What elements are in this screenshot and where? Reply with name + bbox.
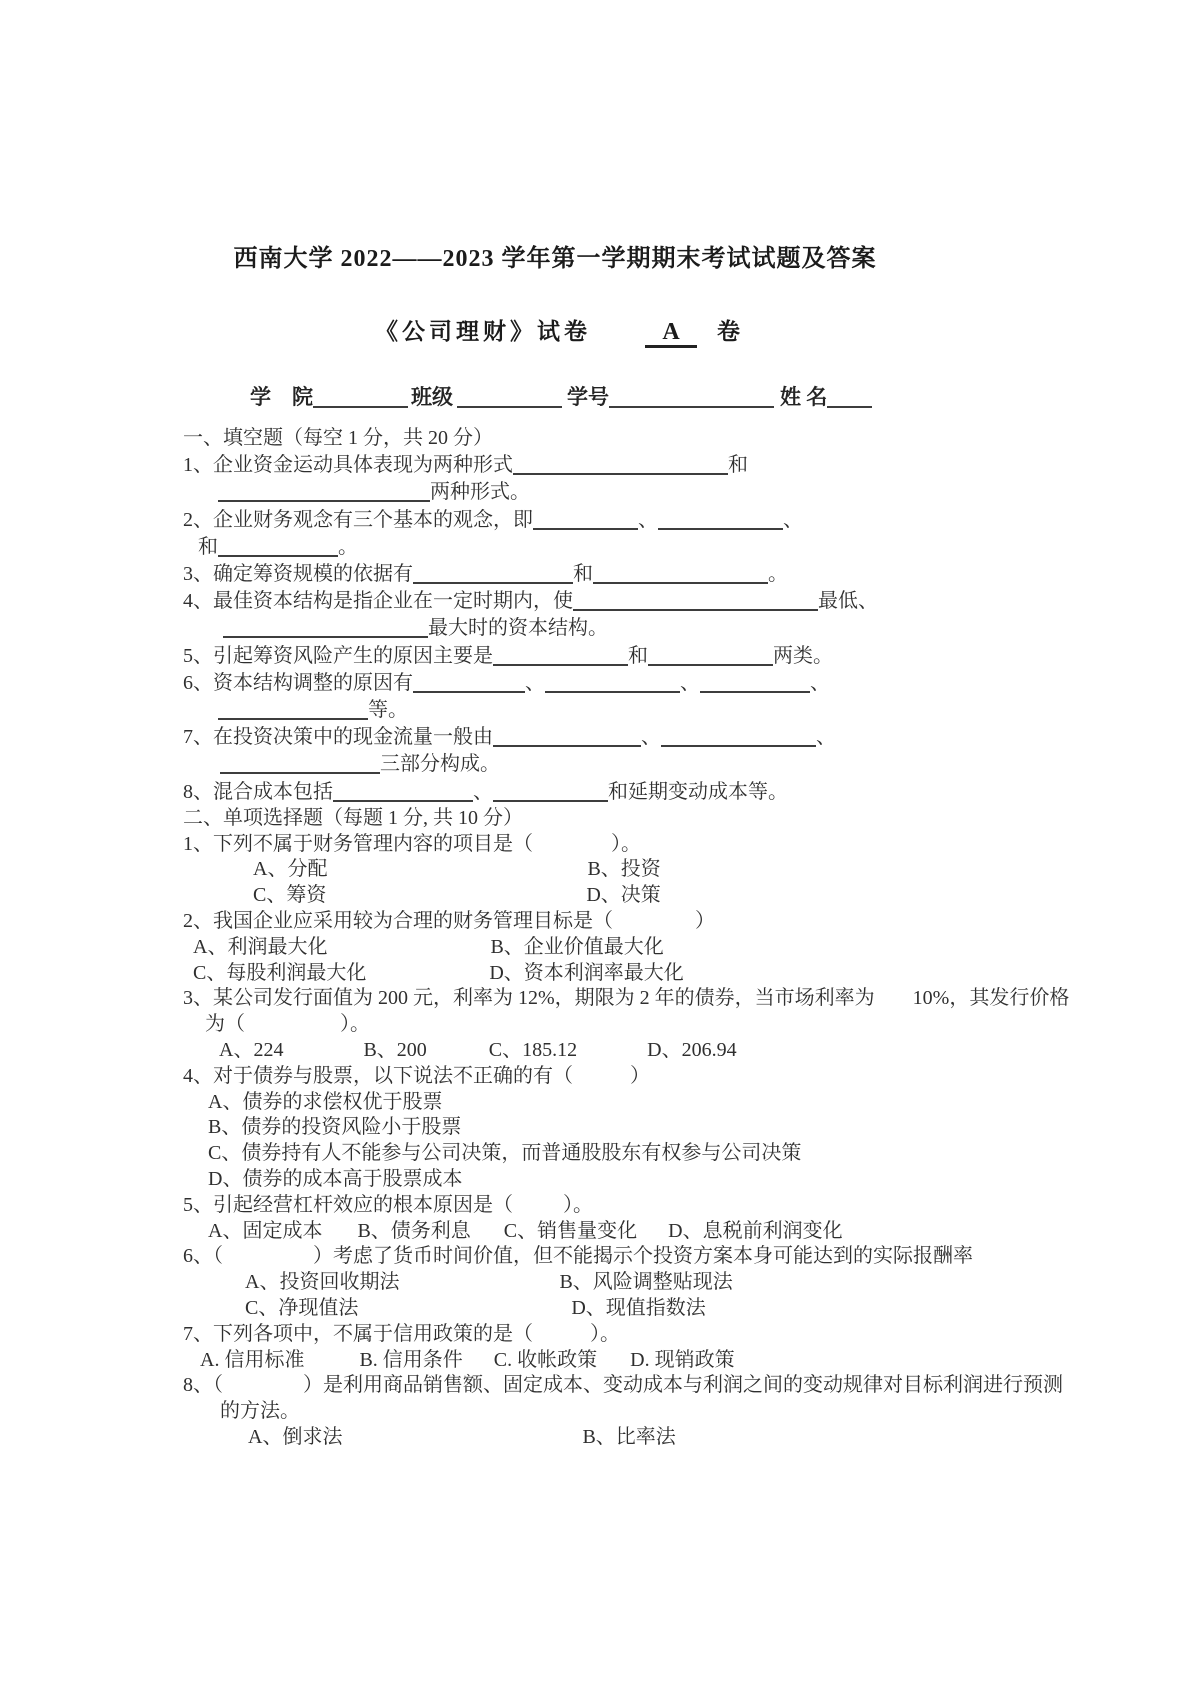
fill-in-blank-line — [533, 510, 638, 530]
text-segment: 、 — [638, 508, 658, 531]
fill-in-blank-line — [827, 388, 872, 408]
mcq-question-3-line-1 — [180, 986, 1190, 1012]
fill-in-blank-line — [413, 564, 573, 584]
text-segment: 、 — [641, 726, 661, 749]
text-segment: A、债券的求偿权优于股票 — [208, 1090, 443, 1113]
mcq-question-2 — [180, 909, 1190, 935]
fitb-question-2-line-1 — [180, 507, 1190, 534]
fill-in-blank-line — [545, 673, 680, 693]
text-segment: 7、在投资决策中的现金流量一般由 — [183, 726, 493, 749]
text-segment: 4、对于债券与股票，以下说法不正确的有（ — [183, 1064, 573, 1087]
text-segment: 最大时的资本结构。 — [428, 617, 608, 640]
text-segment: 。 — [768, 563, 788, 586]
text-segment: B、债务利息 — [357, 1219, 471, 1242]
text-segment: 和 — [728, 454, 748, 477]
mcq-question-4-option-d — [180, 1167, 1190, 1193]
fill-in-blank-line — [218, 700, 368, 720]
mcq-question-6-options-ab — [180, 1270, 1190, 1296]
text-segment: B、企业价值最大化 — [490, 935, 664, 958]
text-segment: 5、引起筹资风险产生的原因主要是 — [183, 644, 493, 667]
text-segment: C、销售量变化 — [503, 1219, 638, 1242]
fill-in-blank-line — [658, 510, 783, 530]
text-segment: 1、下列不属于财务管理内容的项目是（ — [183, 832, 533, 855]
fitb-question-6-line-2 — [180, 697, 1190, 724]
spacer — [597, 1364, 630, 1366]
text-segment: 、 — [525, 671, 545, 694]
text-segment: 7、下列各项中，不属于信用政策的是（ — [183, 1322, 533, 1345]
subtitle-course-name: 《公司理财》试卷 — [375, 319, 591, 344]
text-segment: C、净现值法 — [245, 1296, 359, 1319]
fill-in-blank-line — [513, 455, 728, 475]
text-segment: 、 — [680, 671, 700, 694]
fill-in-blank-line — [573, 591, 818, 611]
text-segment: 8、（ — [183, 1374, 223, 1397]
spacer — [223, 1260, 313, 1262]
text-segment: A、利润最大化 — [193, 935, 328, 958]
spacer — [875, 1002, 913, 1004]
fill-in-blank-line — [218, 482, 430, 502]
fitb-question-8 — [180, 779, 1190, 806]
fitb-question-2-line-2 — [180, 534, 1190, 561]
text-segment: 班级 — [411, 385, 453, 409]
fill-in-blank-line — [493, 646, 628, 666]
text-segment: 6、资本结构调整的原因有 — [183, 671, 413, 694]
text-segment: B、风险调整贴现法 — [559, 1271, 733, 1294]
text-segment: 二、单项选择题（每题 1 分, 共 10 分） — [183, 806, 523, 829]
text-segment: 1、企业资金运动具体表现为两种形式 — [183, 454, 513, 477]
text-segment: 和 — [628, 644, 648, 667]
text-segment: 4、最佳资本结构是指企业在一定时期内，使 — [183, 590, 573, 613]
text-segment: 姓 名 — [780, 385, 828, 409]
spacer — [471, 1235, 504, 1237]
mcq-question-4-option-b — [180, 1115, 1190, 1141]
fitb-question-4-line-2 — [180, 615, 1190, 642]
fill-in-blank-line — [648, 646, 773, 666]
fitb-question-7-line-1 — [180, 724, 1190, 751]
text-segment: 学 院 — [250, 385, 313, 409]
text-segment: 3、某公司发行面值为 200 元，利率为 12%，期限为 2 年的债券，当市场利率为 — [183, 987, 875, 1010]
text-segment: A、分配 — [253, 858, 328, 881]
text-segment: 等。 — [368, 699, 408, 722]
text-segment: ）考虑了货币时间价值，但不能揭示个投资方案本身可能达到的实际报酬率 — [313, 1245, 973, 1268]
fitb-question-6-line-1 — [180, 670, 1190, 697]
text-segment: D、206.94 — [647, 1039, 737, 1062]
text-segment: 、 — [783, 508, 803, 531]
spacer — [637, 1235, 668, 1237]
text-segment: 一、填空题（每空 1 分，共 20 分） — [183, 427, 493, 449]
mcq-question-4-option-c — [180, 1141, 1190, 1167]
spacer — [533, 1338, 590, 1340]
spacer — [283, 1054, 363, 1056]
fitb-question-1-line-1 — [180, 452, 1190, 479]
text-segment: ）。 — [340, 1013, 370, 1036]
fill-in-blank-line — [313, 388, 408, 408]
spacer — [366, 977, 489, 979]
text-segment: A、倒求法 — [248, 1425, 343, 1448]
fill-in-blank-line — [333, 782, 473, 802]
text-segment: 三部分构成。 — [380, 753, 500, 776]
text-segment: ）。 — [611, 832, 641, 855]
text-segment: D、资本利润率最大化 — [489, 961, 684, 984]
text-segment: C、筹资 — [253, 884, 327, 907]
text-segment: A、投资回收期法 — [245, 1271, 400, 1294]
text-segment: 为（ — [205, 1013, 245, 1036]
text-segment: 、 — [810, 671, 830, 694]
spacer — [613, 925, 695, 927]
text-segment: 6、（ — [183, 1245, 223, 1268]
text-segment: 、 — [816, 726, 836, 749]
text-segment: D、决策 — [586, 884, 661, 907]
spacer — [342, 1441, 582, 1443]
student-info-row — [180, 384, 1190, 410]
text-segment: D、债券的成本高于股票成本 — [208, 1168, 463, 1190]
spacer — [513, 1209, 563, 1211]
mcq-question-2-options-ab — [180, 935, 1190, 961]
exam-subtitle — [180, 316, 1190, 348]
spacer — [327, 873, 587, 875]
spacer — [427, 1054, 489, 1056]
mcq-question-6-options-cd — [180, 1296, 1190, 1322]
spacer — [322, 1235, 357, 1237]
text-segment: A. 信用标准 — [200, 1348, 305, 1371]
mcq-question-4 — [180, 1064, 1190, 1090]
text-segment: ）。 — [563, 1193, 593, 1216]
text-segment: 两类。 — [773, 644, 833, 667]
spacer — [245, 1028, 340, 1030]
spacer — [304, 1364, 359, 1366]
spacer — [577, 1054, 647, 1056]
subtitle-suffix: 卷 — [717, 319, 740, 344]
mcq-question-8-line-1 — [180, 1373, 1190, 1399]
text-segment: A、224 — [219, 1039, 284, 1062]
mcq-question-1-options-cd — [180, 883, 1190, 909]
text-segment: D、现值指数法 — [571, 1296, 706, 1319]
text-segment: ） — [630, 1064, 650, 1087]
text-segment: C. 收帐政策 — [493, 1348, 598, 1371]
text-segment: 和 — [573, 563, 593, 586]
spacer — [533, 848, 611, 850]
mcq-question-5-options — [180, 1219, 1190, 1245]
fitb-question-7-line-2 — [180, 751, 1190, 778]
mcq-question-7 — [180, 1322, 1190, 1348]
text-segment: ） — [695, 910, 715, 933]
fill-in-blank-line — [493, 782, 608, 802]
text-segment: 。 — [338, 535, 358, 558]
spacer — [358, 1312, 571, 1314]
section2-heading — [180, 806, 1190, 832]
fill-in-blank-section — [180, 425, 1190, 806]
student-info-line — [180, 384, 1190, 410]
text-segment: ）。 — [590, 1322, 620, 1345]
fill-in-blank-line — [413, 673, 525, 693]
text-segment: 2、企业财务观念有三个基本的观念，即 — [183, 508, 533, 531]
mcq-question-3-options — [180, 1038, 1190, 1064]
text-segment: B、投资 — [587, 858, 661, 881]
text-segment: 学号 — [567, 385, 609, 409]
mcq-question-8-line-2 — [180, 1399, 1190, 1425]
text-segment: 8、混合成本包括 — [183, 780, 333, 803]
fitb-question-3 — [180, 561, 1190, 588]
text-segment: 的方法。 — [220, 1400, 300, 1423]
fill-in-blank-line — [457, 388, 562, 408]
text-segment: B. 信用条件 — [359, 1348, 463, 1371]
fill-in-blank-line — [218, 537, 338, 557]
text-segment: D. 现销政策 — [630, 1348, 735, 1371]
fitb-question-5 — [180, 643, 1190, 670]
spacer — [463, 1364, 494, 1366]
text-segment: 10%，其发行价格 — [912, 987, 1070, 1010]
spacer — [223, 1389, 303, 1391]
text-segment: C、185.12 — [488, 1039, 578, 1062]
spacer — [327, 951, 490, 953]
fill-in-blank-line — [700, 673, 810, 693]
text-segment: C、每股利润最大化 — [193, 961, 367, 984]
paper-variant-letter: A — [645, 319, 697, 348]
text-segment: D、息税前利润变化 — [668, 1219, 843, 1242]
mcq-question-6 — [180, 1244, 1190, 1270]
text-segment: 3、确定筹资规模的依据有 — [183, 563, 413, 586]
text-segment: A、固定成本 — [208, 1219, 323, 1242]
text-segment: B、200 — [363, 1039, 427, 1062]
text-segment: 最低、 — [818, 590, 878, 613]
text-segment: 5、引起经营杠杆效应的根本原因是（ — [183, 1193, 513, 1216]
mcq-question-7-options — [180, 1348, 1190, 1374]
spacer — [326, 899, 586, 901]
multiple-choice-section — [180, 806, 1190, 1451]
text-segment: 、 — [473, 780, 493, 803]
text-segment: 2、我国企业应采用较为合理的财务管理目标是（ — [183, 910, 613, 933]
fill-in-blank-line — [220, 754, 380, 774]
text-segment: ）是利用商品销售额、固定成本、变动成本与利润之间的变动规律对目标利润进行预测 — [303, 1374, 1063, 1397]
spacer — [399, 1286, 559, 1288]
text-segment: 和延期变动成本等。 — [608, 780, 788, 803]
text-segment: B、比率法 — [582, 1425, 676, 1448]
fill-in-blank-line — [223, 618, 428, 638]
mcq-question-1 — [180, 832, 1190, 858]
mcq-question-3-line-2 — [180, 1012, 1190, 1038]
fill-in-blank-line — [593, 564, 768, 584]
mcq-question-2-options-cd — [180, 961, 1190, 987]
fill-in-blank-line — [493, 727, 641, 747]
mcq-question-5 — [180, 1193, 1190, 1219]
fill-in-blank-line — [661, 727, 816, 747]
spacer — [573, 1080, 630, 1082]
section1-heading — [180, 425, 1190, 452]
mcq-question-1-options-ab — [180, 857, 1190, 883]
mcq-question-8-options — [180, 1425, 1190, 1451]
fill-in-blank-line — [609, 388, 774, 408]
text-segment: 和 — [198, 535, 218, 558]
fitb-question-1-line-2 — [180, 479, 1190, 506]
text-segment: 两种形式。 — [430, 481, 530, 504]
mcq-question-4-option-a — [180, 1090, 1190, 1116]
fitb-question-4-line-1 — [180, 588, 1190, 615]
exam-title: 西南大学 2022——2023 学年第一学期期末考试试题及答案 — [233, 246, 877, 272]
text-segment: C、债券持有人不能参与公司决策，而普通股股东有权参与公司决策 — [208, 1142, 802, 1165]
text-segment: B、债券的投资风险小于股票 — [208, 1116, 462, 1139]
